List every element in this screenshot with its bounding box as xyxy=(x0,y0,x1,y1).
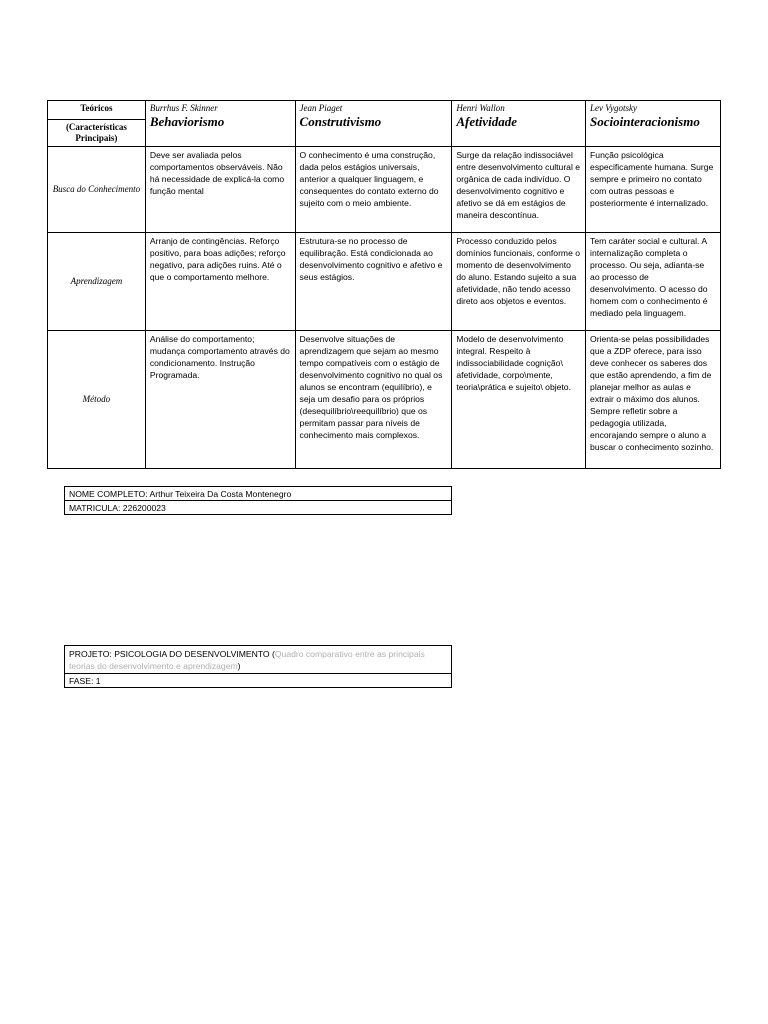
table-cell: Deve ser avaliada pelos comportamentos observáveis. Não há necessidade de explicá-la como função mental xyxy=(145,147,295,233)
project-close: ) xyxy=(237,660,241,671)
teoricos-header: Teóricos xyxy=(48,101,146,120)
table-cell: Análise do comportamento; mudança comportamento através do condicionamento. Instrução Programada. xyxy=(145,331,295,469)
header-row xyxy=(48,101,721,120)
table-row-metodo xyxy=(48,331,721,469)
comparison-table xyxy=(47,100,721,469)
author-name: Henri Wallon xyxy=(456,103,505,113)
project-fase: FASE: 1 xyxy=(65,674,452,688)
student-name: NOME COMPLETO: Arthur Teixeira Da Costa Montenegro xyxy=(65,487,452,501)
column-header-wallon xyxy=(452,101,586,147)
table-cell: Tem caráter social e cultural. A internalização completa o processo. Ou seja, adianta-se ao processo de desenvolvimento. O acesso do homem com o conhecimento é mediado pela linguagem. xyxy=(586,233,721,331)
table-cell: Modelo de desenvolvimento integral. Respeito à indissociabilidade cognição\ afetividade, corpo\mente, teoria\prática e sujeito\ objeto. xyxy=(452,331,586,469)
theory-name: Sociointeracionismo xyxy=(590,114,700,129)
project-info-table xyxy=(64,645,452,688)
table-cell: Surge da relação indissociável entre desenvolvimento cultural e orgânica de cada indivíduo. O desenvolvimento cognitivo e afetivo se dá em estágios de maneira descontínua. xyxy=(452,147,586,233)
column-header-skinner xyxy=(145,101,295,147)
theory-name: Afetividade xyxy=(456,114,517,129)
table-cell: Estrutura-se no processo de equilibração. Está condicionada ao desenvolvimento cognitivo e afetivo e seus estágios. xyxy=(295,233,452,331)
student-matricula: MATRICULA: 226200023 xyxy=(65,501,452,515)
project-title-cell xyxy=(65,646,452,674)
row-label: Busca do Conhecimento xyxy=(48,147,146,233)
row-label: Aprendizagem xyxy=(48,233,146,331)
table-cell: Arranjo de contingências. Reforço positivo, para boas adições; reforço negativo, para adições ruins. Até o que o comportamento melhore. xyxy=(145,233,295,331)
table-cell: Orienta-se pelas possibilidades que a ZDP oferece, para isso deve conhecer os saberes dos que estão aprendendo, a fim de planejar melhor as aulas e extrair o máximo dos alunos. Sempre refletir sobre a pedagogia utilizada, encorajando sempre o aluno a buscar o conhecimento sozinho. xyxy=(586,331,721,469)
theory-name: Behaviorismo xyxy=(149,114,225,129)
row-label: Método xyxy=(48,331,146,469)
table-cell: O conhecimento é uma construção, dada pelos estágios universais, anterior a qualquer linguagem, e consequentes do contato externo do sujeito com o meio ambiente. xyxy=(295,147,452,233)
column-header-piaget xyxy=(295,101,452,147)
table-row-busca xyxy=(48,147,721,233)
table-cell: Função psicológica especificamente humana. Surge sempre e primeiro no contato com outras pessoas e posteriormente é internalizado. xyxy=(586,147,721,233)
author-name: Lev Vygotsky xyxy=(590,103,637,113)
project-subtitle: Quadro comparativo entre as principais teorias do desenvolvimento e aprendizagem xyxy=(69,648,425,671)
project-title: PROJETO: PSICOLOGIA DO DESENVOLVIMENTO ( xyxy=(69,648,275,659)
table-cell: Desenvolve situações de aprendizagem que sejam ao mesmo tempo compatíveis com o estágio de desenvolvimento cognitivo no qual os alunos se encontram (equilíbrio), e seja um desafio para os próprios (desequilíbrio\reequilíbrio) que os permitam passar para níveis de conhecimento mais complexos. xyxy=(295,331,452,469)
column-header-vygotsky xyxy=(586,101,721,147)
author-name: Jean Piaget xyxy=(299,103,343,113)
table-row-aprendizagem xyxy=(48,233,721,331)
student-info-table xyxy=(64,486,452,515)
author-name: Burrhus F. Skinner xyxy=(149,103,218,113)
table-cell: Processo conduzido pelos domínios funcionais, conforme o momento de desenvolvimento do aluno. Estando sujeito a sua afetividade, não tendo acesso direto aos objetos e eventos. xyxy=(452,233,586,331)
caracteristicas-header: (Características Principais) xyxy=(48,120,146,147)
theory-name: Construtivismo xyxy=(299,114,382,129)
